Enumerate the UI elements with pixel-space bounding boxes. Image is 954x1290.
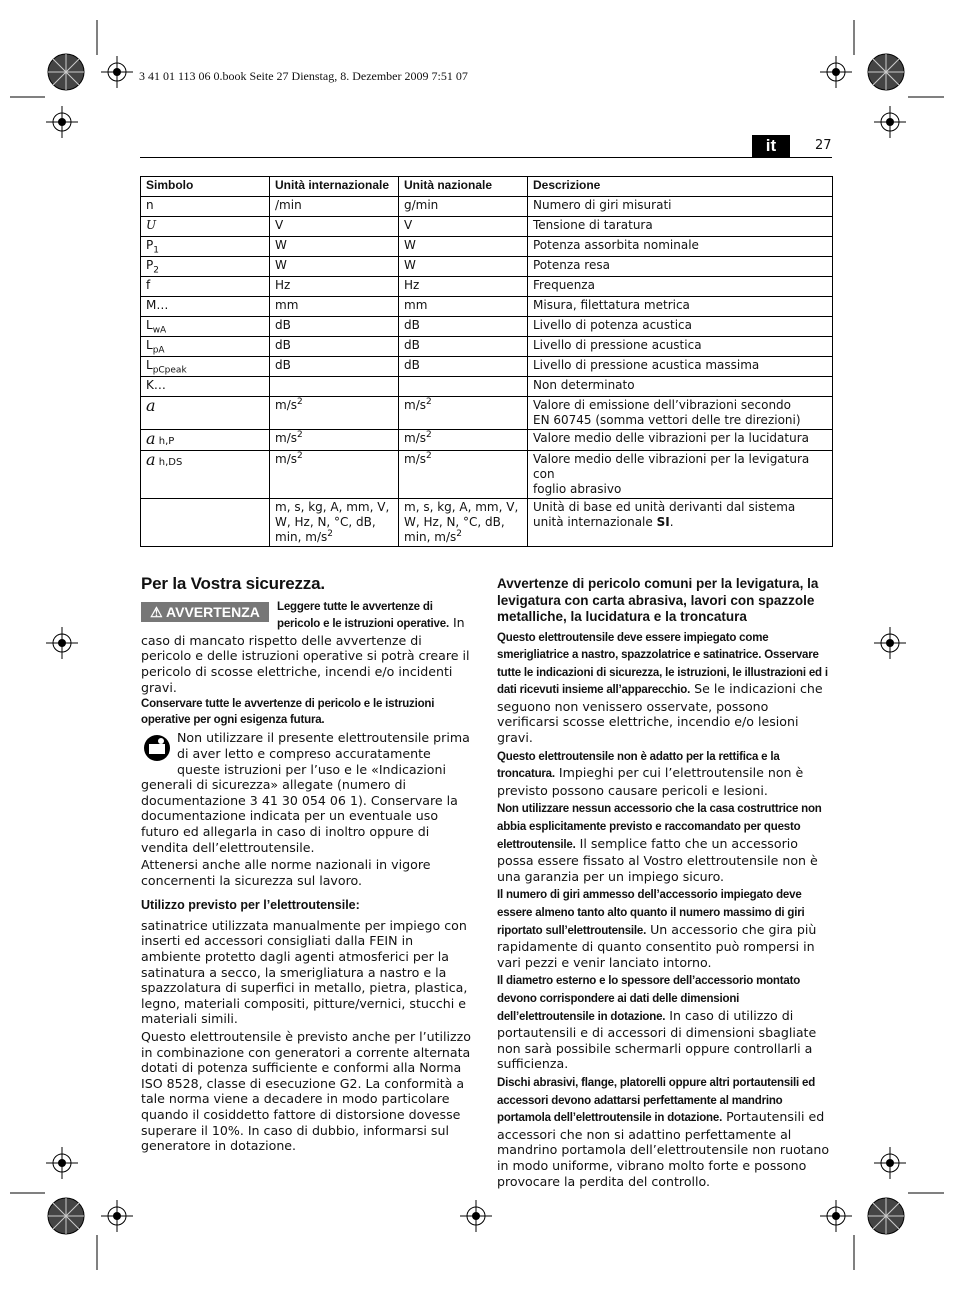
- warning-item: Questo elettroutensile deve essere impiegato come smerigliatrice a nastro, spazzolatrice e satinatrice. Osservare tutte le indicazioni di sicurezza, le istruzioni, le illustrazioni ed i dati ricevuti insieme all’apparecchio. Se le indicazioni che seguono non venissero osservate, possono verificarsi scosse elettriche, incendio e/o lesioni gravi.: [497, 631, 828, 746]
- cell-nat: W: [399, 257, 528, 277]
- intended-use-paragraph: satinatrice utilizzata manualmente per impiego con inserti ed accessori consigliati dalla FEIN in ambiente protetto dagli agenti atmosferici per la satinatura a secco, la smerigliatura a nastro e la spazzolatura di superfici in metallo, pietra, plastica, legno, materiali compositi, pitture/vernici, stucchi e materiali simili.: [141, 917, 468, 1027]
- cell-intl: dB: [270, 357, 399, 377]
- cell-desc: Valore medio delle vibrazioni per la levigatura con foglio abrasivo: [528, 451, 833, 499]
- cell-desc: Potenza resa: [528, 257, 833, 277]
- cell-nat: V: [399, 217, 528, 237]
- table-row: [141, 257, 833, 277]
- cell-nat: m, s, kg, A, mm, V, W, Hz, N, °C, dB, min, $m/s^2$: [399, 499, 528, 547]
- table-row: [141, 217, 833, 237]
- cell-intl: W: [270, 237, 399, 257]
- cell-intl: V: [270, 217, 399, 237]
- cell-nat: dB: [399, 357, 528, 377]
- cell-symbol: K…: [141, 377, 270, 397]
- warning-item: Non utilizzare nessun accessorio che la casa costruttrice non abbia esplicitamente previsto e raccomandato per questo elettroutensile. Il semplice fatto che un accessorio possa essere fissato al Vostro elettroutensile non è una garanzia per un impiego sicuro.: [497, 803, 822, 884]
- warning-item: Questo elettroutensile non è adatto per la rettifica e la troncatura. Impieghi per cui l’elettroutensile non è previsto possono causare pericoli e lesioni.: [497, 750, 804, 798]
- cell-desc: Livello di pressione acustica: [528, 337, 833, 357]
- cell-nat: [399, 377, 528, 397]
- table-row: [141, 430, 833, 451]
- cell-symbol: [141, 499, 270, 547]
- cell-desc: Tensione di taratura: [528, 217, 833, 237]
- right-column: [497, 576, 833, 1191]
- cell-symbol: $L_{pA}$: [141, 337, 270, 357]
- col-header-symbol: Simbolo: [141, 177, 270, 197]
- table-row: [141, 277, 833, 297]
- cell-intl: [270, 377, 399, 397]
- warning-badge: ⚠ AVVERTENZA: [141, 602, 269, 622]
- left-column: [141, 576, 474, 1156]
- warning-item: Il diametro esterno e lo spessore dell’accessorio montato devono corrispondere ai dati delle dimensioni dell’elettroutensile in dotazione. In caso di utilizzo di portautensili e di accessori di dimensioni sbagliate non sarà possibile schermarli oppure controllarli a sufficienza.: [497, 975, 817, 1072]
- common-warnings-heading: Avvertenze di pericolo comuni per la levigatura, la levigatura con carta abrasiva, lavori con spazzole metalliche, la lucidatura e la troncatura: [497, 576, 819, 624]
- cell-desc: Potenza assorbita nominale: [528, 237, 833, 257]
- cell-nat: g/min: [399, 197, 528, 217]
- generator-paragraph: Questo elettroutensile è previsto anche per l’utilizzo in combinazione con generatori a corrente alternata dotati di potenza sufficiente e conformi alla Norma ISO 8528, classe di esecuzione G2. La conformità a tale norma viene a decadere in modo particolare quando il cosiddetto fattore di distorsione dovesse superare il 10%. In caso di dubbio, informarsi sul generatore in dotazione.: [141, 1029, 471, 1154]
- cell-desc: Misura, filettatura metrica: [528, 297, 833, 317]
- cell-desc: Unità di base ed unità derivanti dal sistema unità internazionale SI.: [528, 499, 833, 547]
- cell-desc: Numero di giri misurati: [528, 197, 833, 217]
- cell-nat: mm: [399, 297, 528, 317]
- intended-use-heading: Utilizzo previsto per l’elettroutensile:: [141, 898, 360, 913]
- col-header-national-unit: Unità nazionale: [399, 177, 528, 197]
- cell-nat: $m/s^2$: [399, 430, 528, 451]
- cell-symbol: $L_{wA}$: [141, 317, 270, 337]
- cell-intl: Hz: [270, 277, 399, 297]
- cell-intl: $m/s^2$: [270, 397, 399, 430]
- table-row: [141, 499, 833, 547]
- col-header-description: Descrizione: [528, 177, 833, 197]
- cell-symbol: $L_{pCpeak}$: [141, 357, 270, 377]
- cell-nat: Hz: [399, 277, 528, 297]
- read-manual-icon: [143, 734, 171, 762]
- symbol-table: [140, 176, 833, 547]
- cell-desc: Valore medio delle vibrazioni per la lucidatura: [528, 430, 833, 451]
- cell-nat: $m/s^2$: [399, 397, 528, 430]
- cell-nat: dB: [399, 337, 528, 357]
- table-row: [141, 197, 833, 217]
- table-row: [141, 237, 833, 257]
- cell-intl: dB: [270, 317, 399, 337]
- read-manual-paragraph: Non utilizzare il presente elettroutensile prima di aver letto e compreso accuratamente queste istruzioni per l’uso e le «Indicazioni generali di sicurezza» allegate (numero di documentazione 3 41 30 054 06 1). Conservare la documentazione indicata per un eventuale uso futuro ed allegarla in caso di inoltro oppure di vendita dell’elettroutensile.: [141, 730, 470, 855]
- page-number: 27: [815, 138, 832, 153]
- cell-desc: Non determinato: [528, 377, 833, 397]
- cell-symbol: $P_1$: [141, 237, 270, 257]
- cell-symbol: U: [141, 217, 270, 237]
- cell-desc: Frequenza: [528, 277, 833, 297]
- cell-symbol: M…: [141, 297, 270, 317]
- cell-nat: $m/s^2$: [399, 451, 528, 499]
- warning-item: Dischi abrasivi, flange, platorelli oppure altri portautensili ed accessori devono adattarsi perfettamente al mandrino portamola dell’elettroutensile in dotazione. Portautensili ed accessori che non si adattino perfettamente al mandrino portamola dell’elettroutensile non ruotano in modo uniforme, vibrano molto forte e possono provocare la perdita del controllo.: [497, 1076, 830, 1189]
- cell-symbol: f: [141, 277, 270, 297]
- cell-intl: W: [270, 257, 399, 277]
- warning-item: Il numero di giri ammesso dell’accessorio impiegato deve essere almeno tanto alto quanto il numero massimo di giri riportato sull’elettroutensile. Un accessorio che gira più rapidamente di quanto consentito può rompersi in vari pezzi e venir lanciato intorno.: [497, 889, 817, 970]
- cell-symbol: a h,P: [141, 430, 270, 451]
- warning-triangle-icon: ⚠: [150, 603, 167, 620]
- cell-desc: Livello di pressione acustica massima: [528, 357, 833, 377]
- cell-intl: dB: [270, 337, 399, 357]
- cell-intl: m, s, kg, A, mm, V, W, Hz, N, °C, dB, min, $m/s^2$: [270, 499, 399, 547]
- table-row: [141, 317, 833, 337]
- header-rule: [140, 157, 832, 158]
- cell-intl: $m/s^2$: [270, 430, 399, 451]
- cell-intl: mm: [270, 297, 399, 317]
- table-row: [141, 451, 833, 499]
- cell-desc: Valore di emissione dell’vibrazioni secondo EN 60745 (somma vettori delle tre direzioni): [528, 397, 833, 430]
- table-row: [141, 397, 833, 430]
- cell-symbol: $P_2$: [141, 257, 270, 277]
- cell-nat: dB: [399, 317, 528, 337]
- warning-paragraph: Leggere tutte le avvertenze di pericolo e le istruzioni operative. In caso di mancato rispetto delle avvertenze di pericolo e delle istruzioni operative si potrà creare il pericolo di scosse elettriche, incendi e/o incidenti gravi.: [141, 600, 470, 695]
- table-header-row: [141, 177, 833, 197]
- cell-nat: W: [399, 237, 528, 257]
- cell-desc: Livello di potenza acustica: [528, 317, 833, 337]
- language-tab: it: [752, 135, 790, 157]
- cell-symbol: n: [141, 197, 270, 217]
- cell-intl: /min: [270, 197, 399, 217]
- national-rules-paragraph: Attenersi anche alle norme nazionali in vigore concernenti la sicurezza sul lavoro.: [141, 857, 431, 888]
- keep-instructions-paragraph: Conservare tutte le avvertenze di pericolo e le istruzioni operative per ogni esigenza futura.: [141, 698, 435, 726]
- table-row: [141, 297, 833, 317]
- cell-symbol: a: [141, 397, 270, 430]
- cell-intl: $m/s^2$: [270, 451, 399, 499]
- cell-symbol: a h,DS: [141, 451, 270, 499]
- table-row: [141, 337, 833, 357]
- table-row: [141, 377, 833, 397]
- col-header-intl-unit: Unità internazionale: [270, 177, 399, 197]
- table-row: [141, 357, 833, 377]
- print-slug: 3 41 01 113 06 0.book Seite 27 Dienstag, 8. Dezember 2009 7:51 07: [139, 69, 468, 83]
- section-title: Per la Vostra sicurezza.: [141, 574, 325, 593]
